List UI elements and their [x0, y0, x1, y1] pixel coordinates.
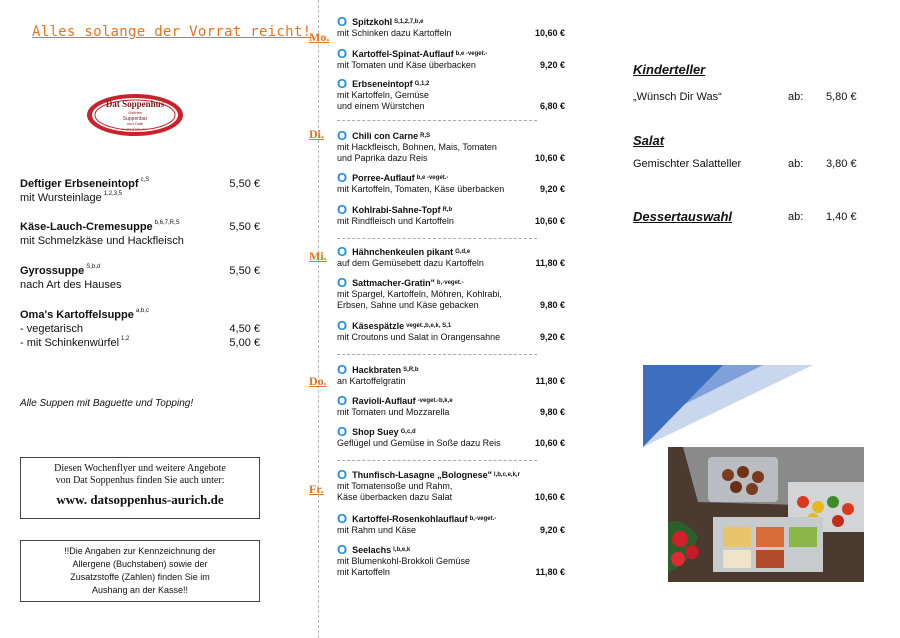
day-label-tuesday: Di.	[309, 127, 324, 141]
dish-title: Hähnchenkeulen pikant	[352, 246, 454, 257]
soup-price: 5,00 €	[229, 337, 260, 349]
soup-name: Oma's Kartoffelsuppe	[20, 309, 134, 321]
dish-price: 9,20 €	[539, 332, 565, 342]
dish-item: O Thunfisch-Lasagne „Bolognese" l,b,c,e,k,r mit Tomatensoße und Rahm, Käse überbacken dazu Salat 10,60 €	[337, 467, 565, 502]
dish-price: 10,60 €	[534, 28, 565, 38]
bullet-icon: O	[337, 170, 348, 185]
dish-title: Hackbraten	[352, 364, 402, 375]
salat-price: 3,80 €	[826, 158, 857, 170]
dish-title: Kohlrabi-Sahne-Topf	[352, 204, 441, 215]
soup-item: Gyrossuppe $^{S,b,d}$ 5,50 € nach Art des Hauses	[20, 264, 260, 291]
dish-price: 9,80 €	[539, 407, 565, 417]
dish-item: O Erbseneintopf G,1,2 mit Kartoffeln, Gemüse und einem Würstchen 6,80 €	[337, 76, 565, 111]
day-label-monday: Mo.	[309, 30, 330, 44]
kinderteller-price: 5,80 €	[826, 91, 857, 103]
dish-title: Porree-Auflauf	[352, 172, 415, 183]
soup-desc: mit Wursteinlage	[20, 192, 102, 204]
soup-item: Käse-Lauch-Cremesuppe $^{b,6,7,R,S}$ 5,50 € mit Schmelzkäse und Hackfleisch	[20, 220, 260, 247]
kinderteller-heading: Kinderteller	[633, 62, 706, 77]
soup-price: 5,50 €	[229, 221, 260, 233]
dish-title: Kartoffel-Rosenkohlauflauf	[352, 513, 468, 524]
bullet-icon: O	[337, 244, 348, 259]
dish-price: 10,60 €	[534, 216, 565, 226]
dish-item: O Hähnchenkeulen pikant G,d,e auf dem Gemüsebett dazu Kartoffeln 11,80 €	[337, 244, 565, 268]
bullet-icon: O	[337, 46, 348, 61]
dish-title: Kartoffel-Spinat-Auflauf	[352, 48, 454, 59]
dish-price: 10,60 €	[534, 492, 565, 502]
soup-item: Oma's Kartoffelsuppe $^{a,b,c}$ - vegetarisch 4,50 € - mit Schinkenwürfel $^{1,2}$ 5,00 €	[20, 308, 260, 349]
dish-item: O Hackbraten S,R,b an Kartoffelgratin 11,80 €	[337, 362, 565, 386]
dish-price: 9,20 €	[539, 525, 565, 535]
dish-title: Sattmacher-Gratin"	[352, 277, 435, 288]
bullet-icon: O	[337, 202, 348, 217]
bullet-icon: O	[337, 424, 348, 439]
dish-item: O Kartoffel-Spinat-Auflauf b,e -veget.- mit Tomaten und Käse überbacken 9,20 €	[337, 46, 565, 70]
soup-item: Deftiger Erbseneintopf $^{c,S}$ 5,50 € mit Wursteinlage $^{1,2,3,5}$	[20, 177, 260, 204]
dessert-heading: Dessertauswahl	[633, 209, 732, 224]
day-label-thursday: Do.	[309, 374, 327, 388]
salat-heading: Salat	[633, 133, 665, 148]
soup-desc: nach Art des Hauses	[20, 279, 122, 291]
dish-price: 6,80 €	[539, 101, 565, 111]
website-info-box: Diesen Wochenflyer und weitere Angebote von Dat Soppenhus finden Sie auch unter: www. datsoppenhus-aurich.de	[20, 457, 260, 519]
logo-title: Dat Soppenhus	[105, 99, 165, 109]
dish-item: O Chili con Carne R,S mit Hackfleisch, Bohnen, Mais, Tomaten und Paprika dazu Reis 10,60 €	[337, 128, 565, 163]
allergy-note-box: !!Die Angaben zur Kennzeichnung der Allergene (Buchstaben) sowie der Zusatzstoffe (Zahlen) finden Sie im Aushang an der Kasse!!	[20, 540, 260, 602]
logo-sub3: und Café	[126, 121, 144, 126]
dish-item: O Spitzkohl S,1,2,7,b,e mit Schinken dazu Kartoffeln 10,60 €	[337, 14, 565, 38]
dish-item: O Kartoffel-Rosenkohlauflauf b,-veget.- mit Rahm und Käse 9,20 €	[337, 511, 565, 535]
soup-price: 5,50 €	[229, 178, 260, 190]
dish-title: Erbseneintopf	[352, 78, 413, 89]
dish-title: Ravioli-Auflauf	[352, 395, 416, 406]
bullet-icon: O	[337, 128, 348, 143]
dish-price: 10,60 €	[534, 438, 565, 448]
day-label-friday: Fr.	[309, 482, 324, 496]
dessert-price: 1,40 €	[826, 211, 857, 223]
logo	[85, 92, 185, 138]
dish-price: 10,60 €	[534, 153, 565, 163]
soup-variant: - vegetarisch	[20, 323, 83, 335]
logo-sub4: to gast & hele dear	[122, 127, 148, 131]
dish-item: O Seelachs l,b,e,k mit Blumenkohl-Brokkoli Gemüse mit Kartoffeln 11,80 €	[337, 542, 565, 577]
day-label-wednesday: Mi.	[309, 249, 327, 263]
column-divider	[318, 0, 319, 638]
dish-item: O Porree-Auflauf b,e -veget.- mit Kartoffeln, Tomaten, Käse überbacken 9,20 €	[337, 170, 565, 194]
soup-name: Käse-Lauch-Cremesuppe	[20, 221, 153, 233]
dish-price: 9,20 €	[539, 184, 565, 194]
dish-item: O Käsespätzle veget.,b,e,k, S,1 mit Croutons und Salat in Orangensahne 9,20 €	[337, 318, 565, 342]
soup-desc: mit Schmelzkäse und Hackfleisch	[20, 235, 184, 247]
bullet-icon: O	[337, 318, 348, 333]
dish-title: Thunfisch-Lasagne „Bolognese"	[352, 469, 492, 480]
banner-text: Alles solange der Vorrat reicht!	[32, 24, 312, 40]
day-separator	[337, 120, 537, 121]
bullet-icon: O	[337, 362, 348, 377]
day-separator	[337, 460, 537, 461]
dish-title: Shop Suey	[352, 426, 399, 437]
dish-price: 11,80 €	[535, 258, 565, 268]
dish-price: 11,80 €	[535, 567, 565, 577]
bullet-icon: O	[337, 275, 348, 290]
decorative-triangles	[643, 365, 813, 447]
soup-price: 4,50 €	[229, 323, 260, 335]
dish-price: 9,20 €	[539, 60, 565, 70]
dish-title: Seelachs	[352, 544, 392, 555]
website-url[interactable]: www. datsoppenhus-aurich.de	[56, 492, 224, 507]
bullet-icon: O	[337, 14, 348, 29]
dish-title: Spitzkohl	[352, 16, 393, 27]
soup-variant: - mit Schinkenwürfel	[20, 337, 120, 349]
soup-name: Deftiger Erbseneintopf	[20, 178, 139, 190]
dish-item: O Shop Suey G,c,d Geflügel und Gemüse in Soße dazu Reis 10,60 €	[337, 424, 565, 448]
bullet-icon: O	[337, 76, 348, 91]
dish-item: O Ravioli-Auflauf -veget.-b,k,e mit Tomaten und Mozzarella 9,80 €	[337, 393, 565, 417]
dish-item: O Sattmacher-Gratin" b,-veget.- mit Spargel, Kartoffeln, Möhren, Kohlrabi, Erbsen, Sahne und Käse gebacken 9,80 €	[337, 275, 565, 310]
bullet-icon: O	[337, 511, 348, 526]
bullet-icon: O	[337, 393, 348, 408]
bullet-icon: O	[337, 467, 348, 482]
dish-title: Käsespätzle	[352, 320, 405, 331]
soup-note: Alle Suppen mit Baguette und Topping!	[20, 398, 194, 409]
bullet-icon: O	[337, 542, 348, 557]
logo-sub2: Suppenbar	[122, 116, 148, 122]
dish-price: 11,80 €	[535, 376, 565, 386]
buffet-photo	[668, 447, 864, 582]
dish-title: Chili con Carne	[352, 130, 419, 141]
day-separator	[337, 238, 537, 239]
logo-sub1: Ostfries	[128, 110, 142, 115]
day-separator	[337, 354, 537, 355]
dish-item: O Kohlrabi-Sahne-Topf R,b mit Rindfleisch und Kartoffeln 10,60 €	[337, 202, 565, 226]
soup-name: Gyrossuppe	[20, 265, 85, 277]
dish-price: 9,80 €	[539, 300, 565, 310]
soup-price: 5,50 €	[229, 265, 260, 277]
